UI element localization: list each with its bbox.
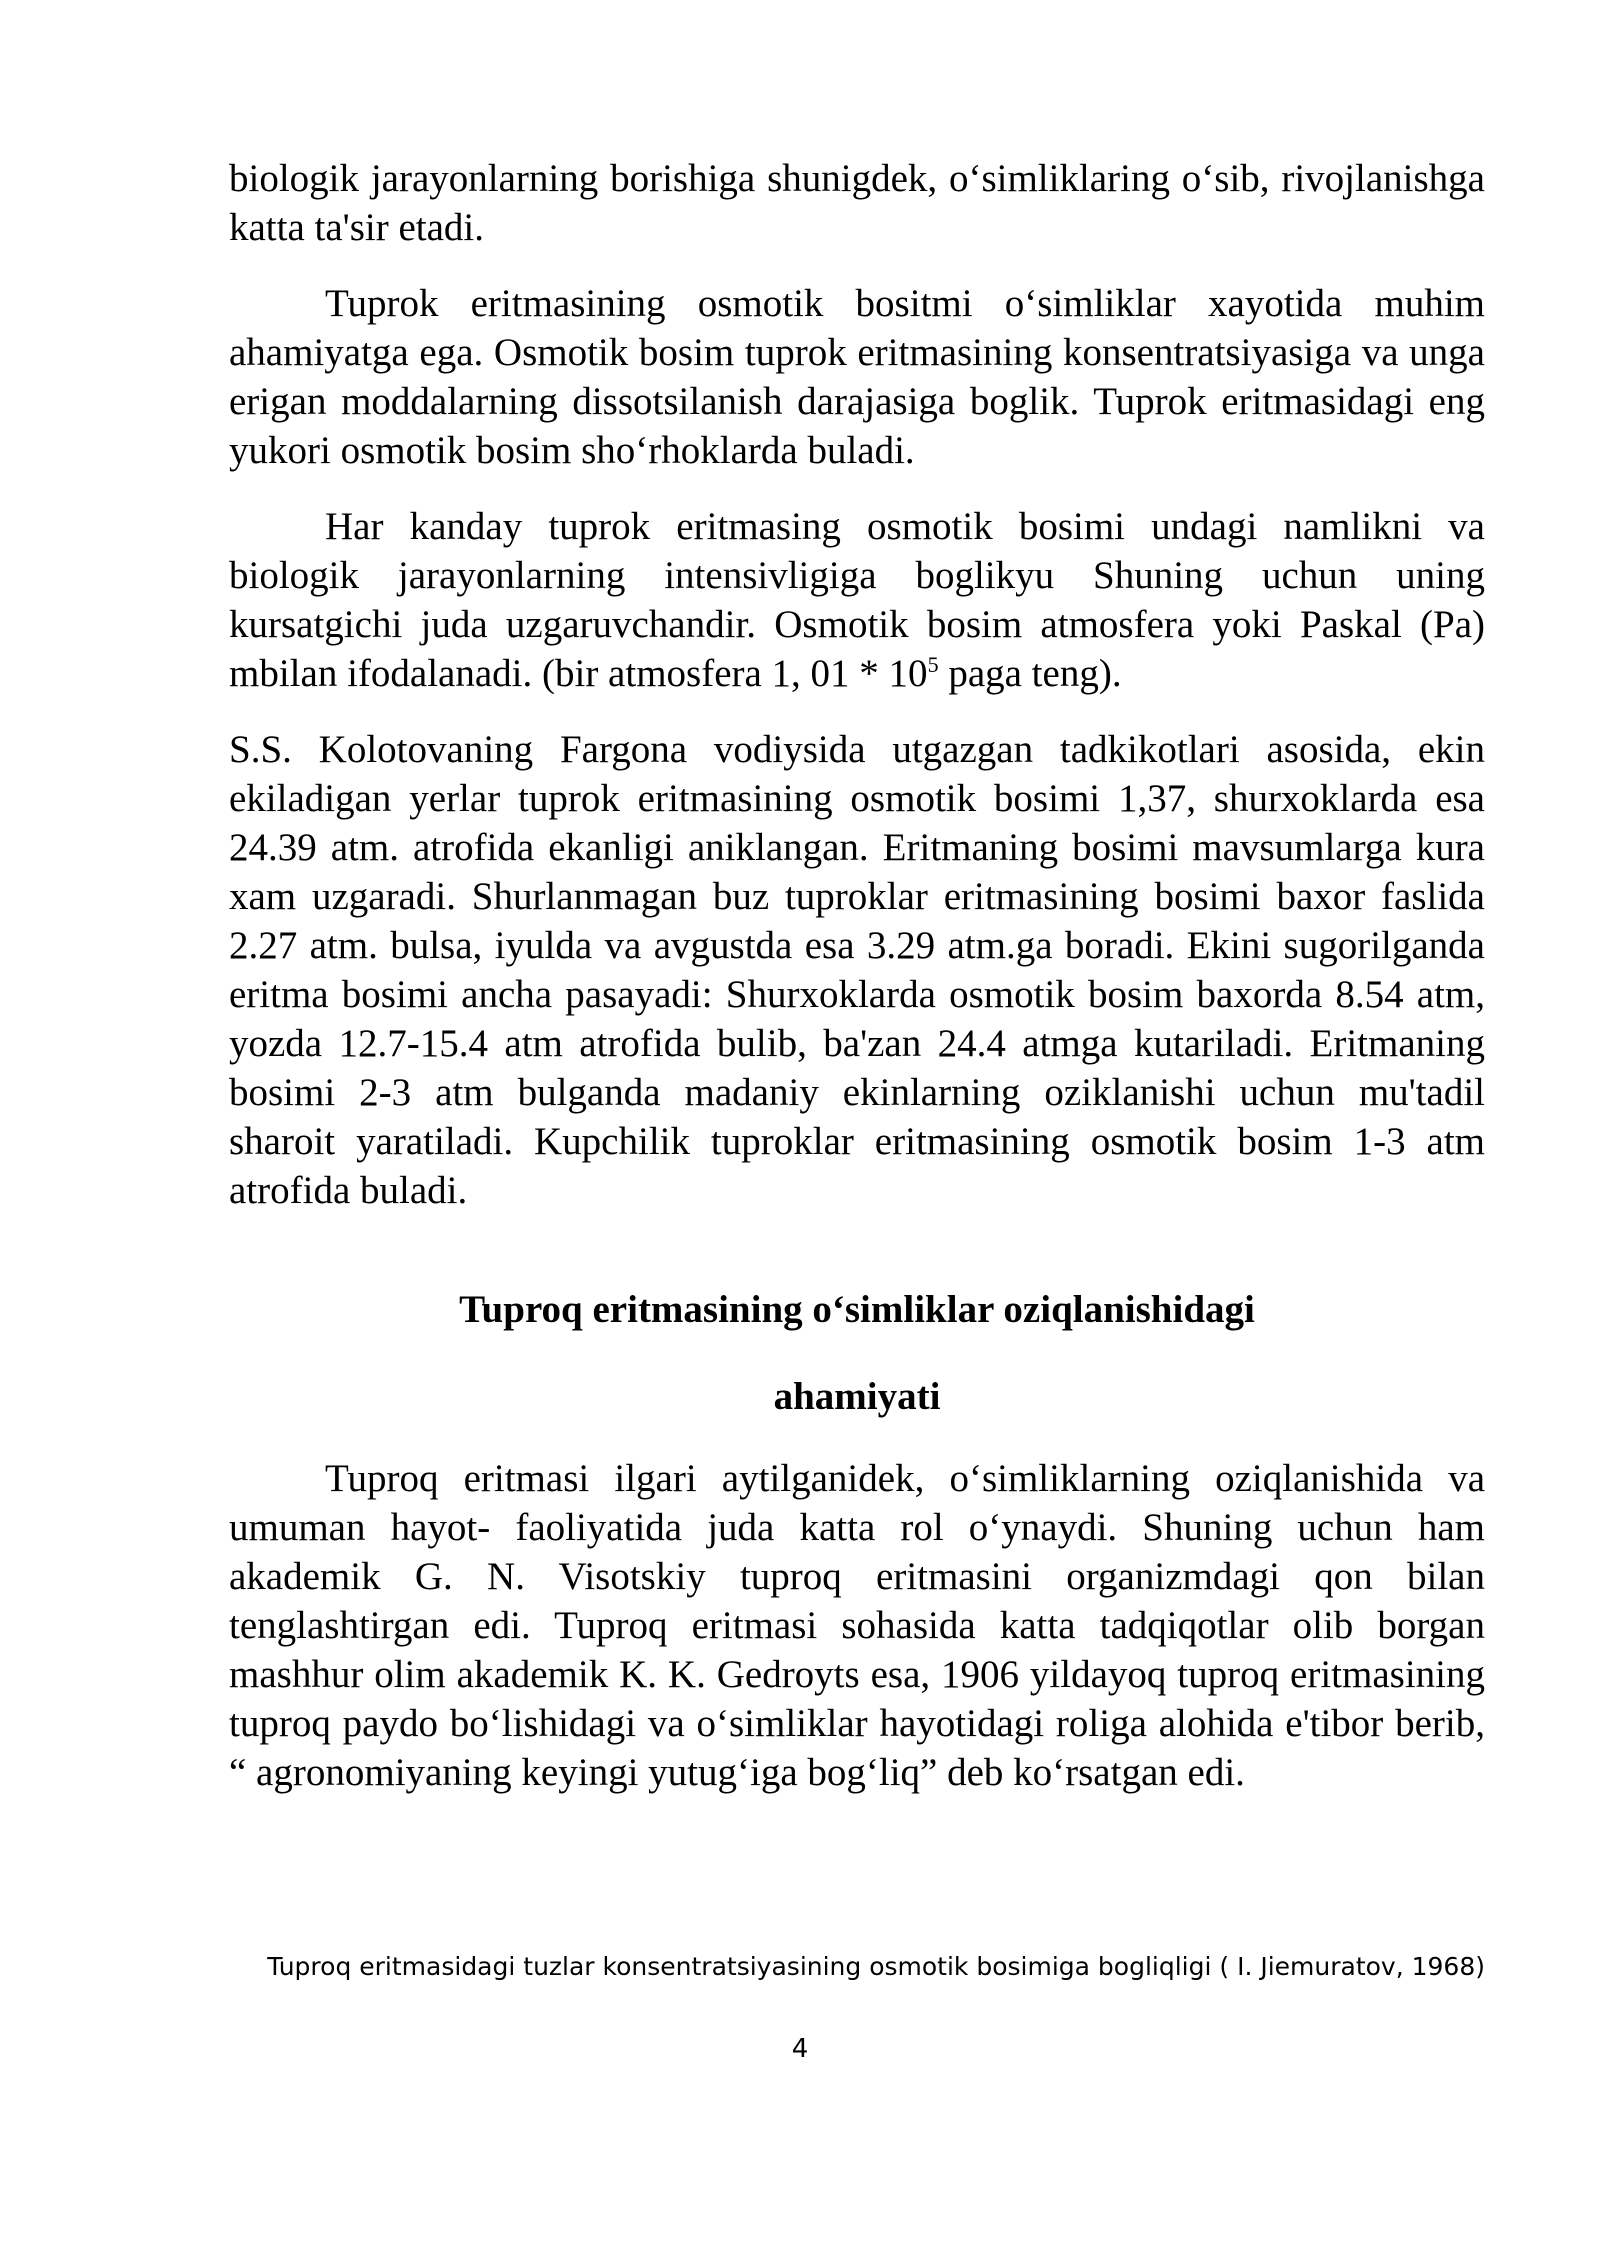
paragraph-3 [229, 502, 1485, 698]
paragraph-2: Tuprok eritmasining osmotik bositmi o‘simliklar xayotida muhim ahamiyatga ega. Osmotik bosim tuprok eritmasining konsentratsiyasiga va unga erigan moddalarning dissotsilanish darajasiga boglik. Tuprok eritmasidagi eng yukori osmotik bosim sho‘rhoklarda buladi. [229, 282, 1485, 472]
body-text-top [229, 154, 1485, 1215]
page-number: 4 [791, 2034, 809, 2064]
figure-caption: Tuproq eritmasidagi tuzlar konsentratsiyasining osmotik bosimiga bogliqligi ( I. Jiemuratov, 1968) [267, 1952, 1485, 1981]
body-text-bottom [229, 1454, 1485, 1797]
section-heading-line-1: Tuproq eritmasining o‘simliklar oziqlanishidagi [459, 1288, 1255, 1331]
section-heading-line-2: ahamiyati [773, 1375, 941, 1418]
paragraph-5: Tuproq eritmasi ilgari aytilganidek, o‘simliklarning oziqlanishida va umuman hayot- faoliyatida juda katta rol o‘ynaydi. Shuning uchun ham akademik G. N. Visotskiy tuproq eritmasini organizmdagi qon bilan tenglashtirgan edi. Tuproq eritmasi sohasida katta tadqiqotlar olib borgan mashhur olim akademik K. K. Gedroyts esa, 1906 yildayoq tuproq eritmasining tuproq paydo bo‘lishidagi va o‘simliklar hayotidagi roliga alohida e'tibor berib, “ agronomiyaning keyingi yutug‘iga bog‘liq” deb ko‘rsatgan edi. [229, 1457, 1485, 1794]
paragraph-3-tail: paga teng). [938, 652, 1122, 695]
paragraph-3-main: Har kanday tuprok eritmasing osmotik bosimi undagi namlikni va biologik jarayonlarning intensivligiga boglikyu Shuning uchun uning kursatgichi juda uzgaruvchandir. Osmotik bosim atmosfera yoki Paskal (Pa) mbilan ifodalanadi. (bir atmosfera 1, 01 * 10 [229, 505, 1485, 695]
paragraph-1: biologik jarayonlarning borishiga shunigdek, o‘simliklaring o‘sib, rivojlanishga katta ta'sir etadi. [229, 157, 1485, 249]
paragraph-4: S.S. Kolotovaning Fargona vodiysida utgazgan tadkikotlari asosida, ekin ekiladigan yerlar tuprok eritmasining osmotik bosimi 1,37, shurxoklarda esa 24.39 atm. atrofida ekanligi aniklangan. Eritmaning bosimi mavsumlarga kura xam uzgaradi. Shurlanmagan buz tuproklar eritmasining bosimi baxor faslida 2.27 atm. bulsa, iyulda va avgustda esa 3.29 atm.ga boradi. Ekini sugorilganda eritma bosimi ancha pasayadi: Shurxoklarda osmotik bosim baxorda 8.54 atm, yozda 12.7-15.4 atm atrofida bulib, ba'zan 24.4 atmga kutariladi. Eritmaning bosimi 2-3 atm bulganda madaniy ekinlarning oziklanishi uchun mu'tadil sharoit yaratiladi. Kupchilik tuproklar eritmasining osmotik bosim 1-3 atm atrofida buladi. [229, 728, 1485, 1212]
paragraph-3-exponent: 5 [927, 652, 939, 677]
